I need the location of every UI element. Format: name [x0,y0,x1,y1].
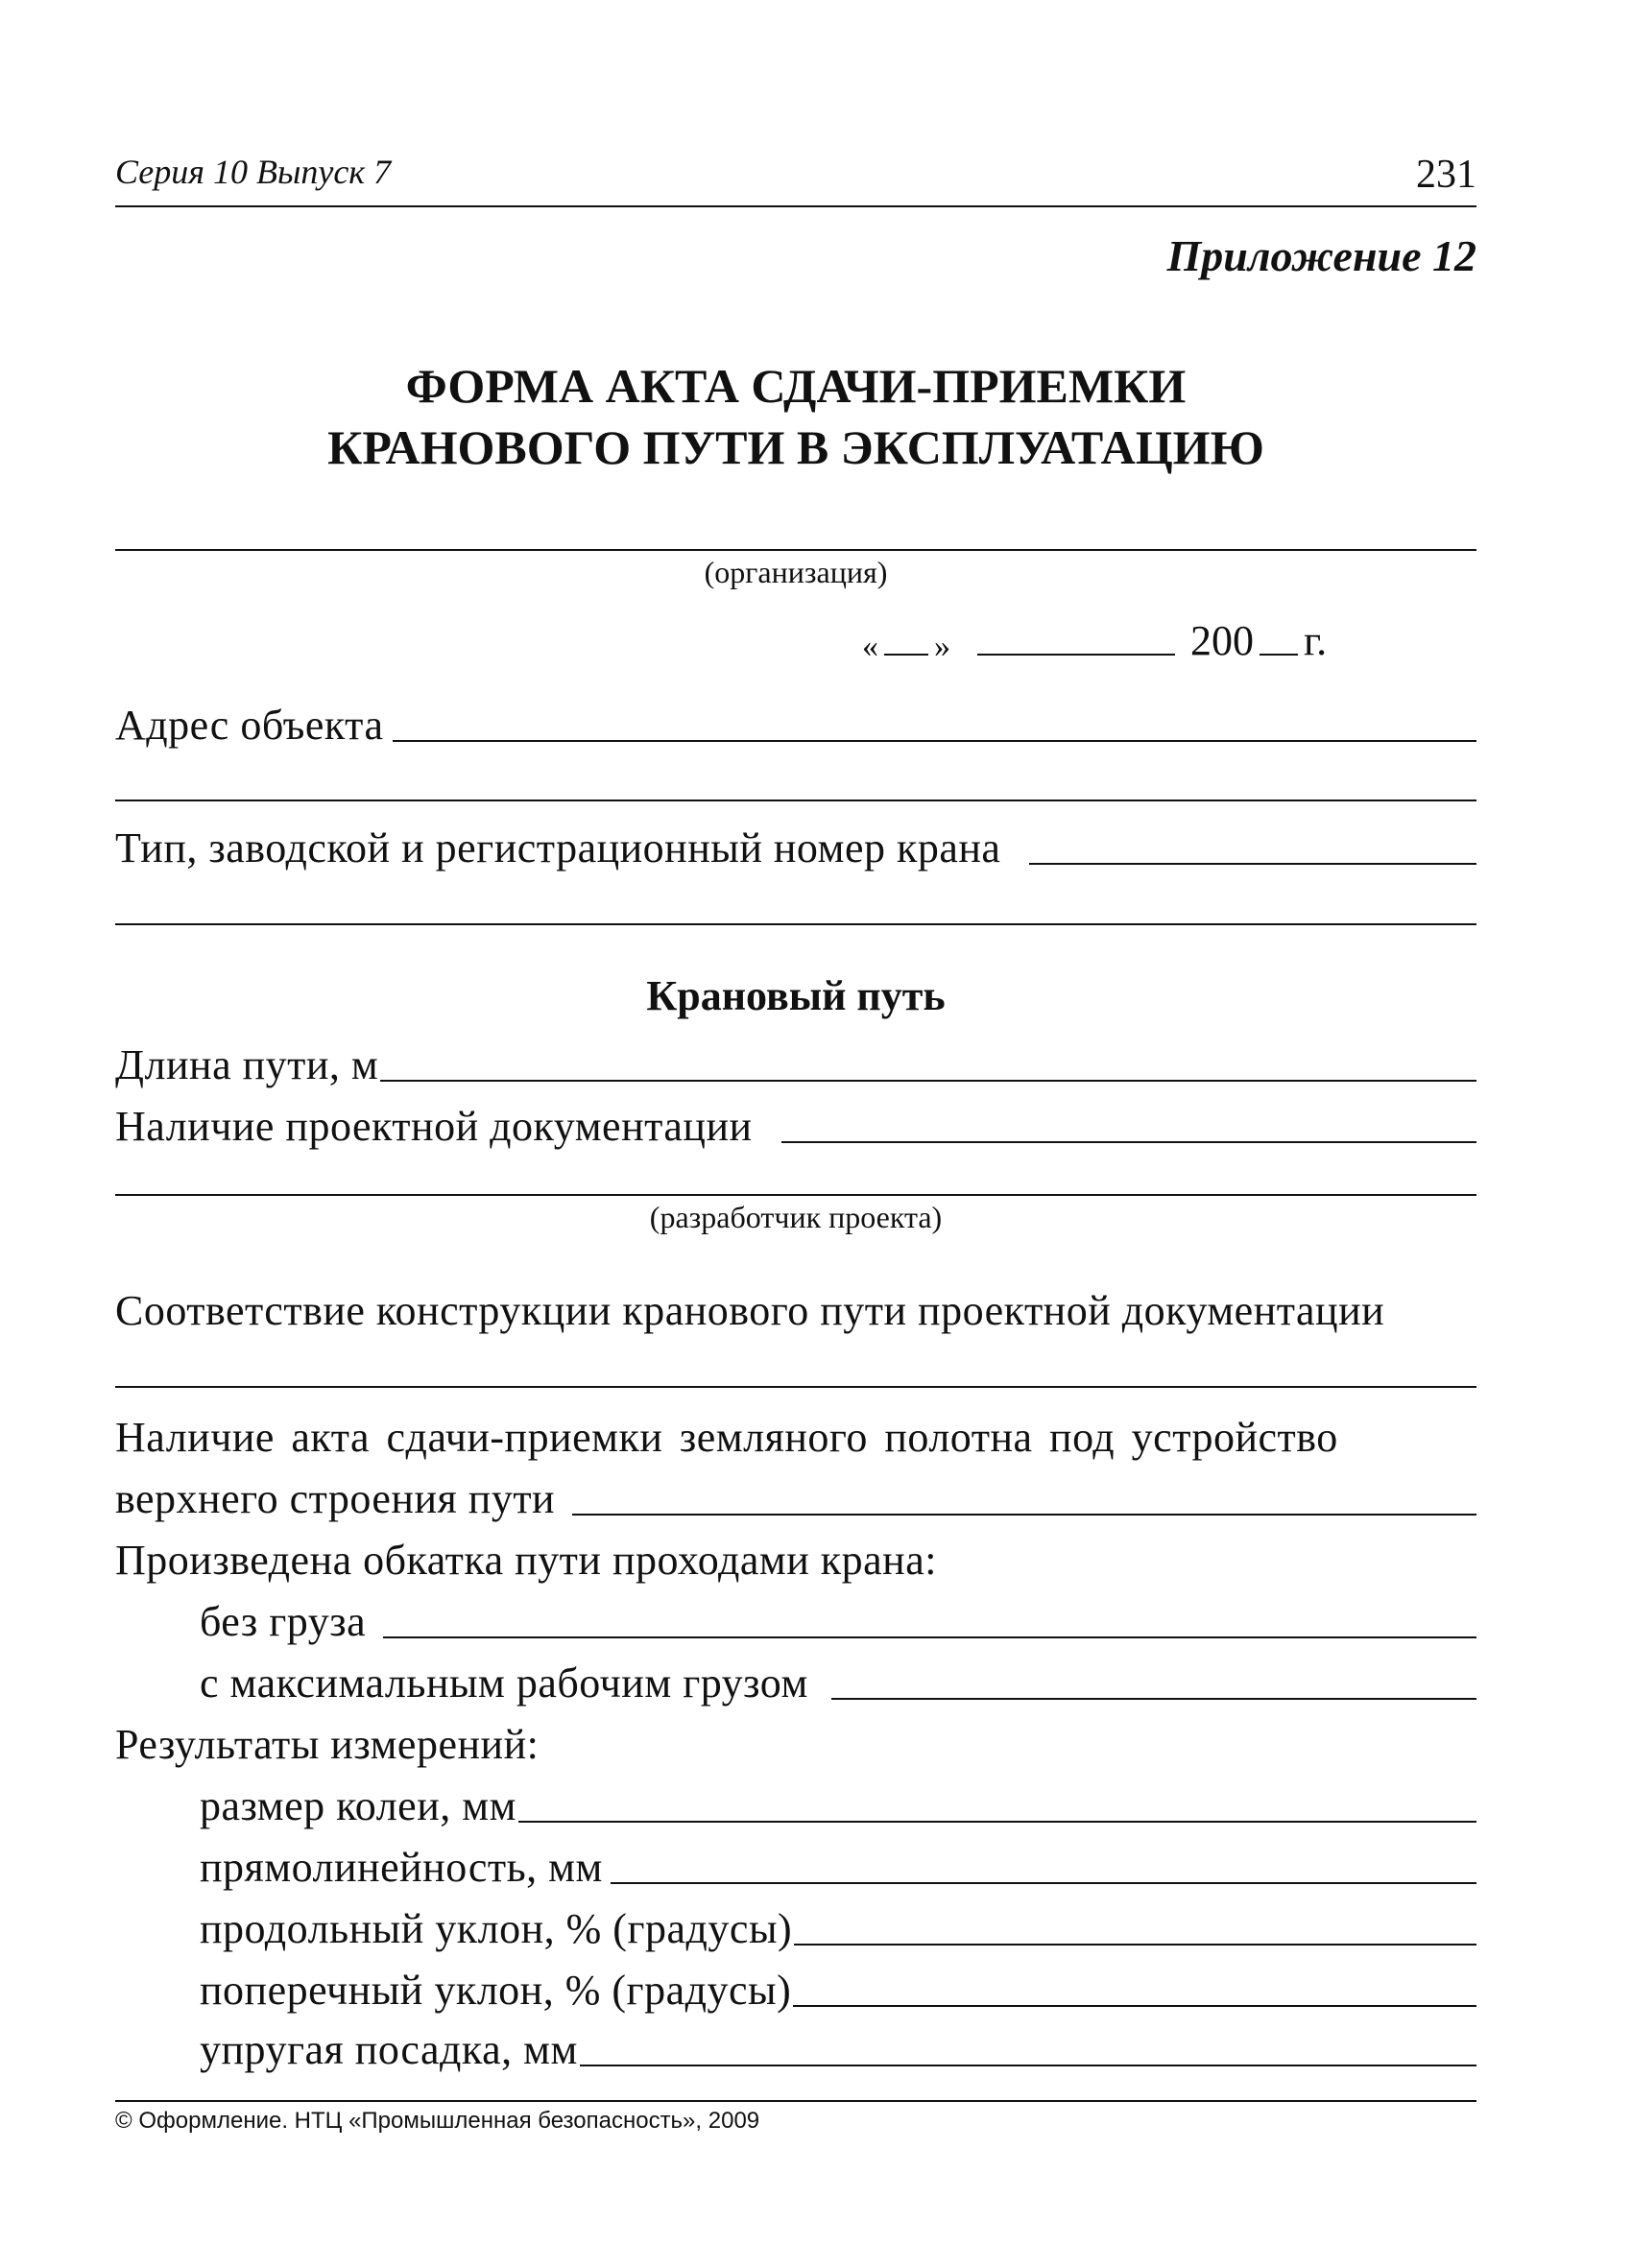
date-line [862,616,1327,665]
section-title-crane-track: Крановый путь [646,972,946,1019]
date-close-quote: » [934,629,950,664]
running-header-series: Серия 10 Выпуск 7 [115,153,392,191]
footer-copyright: © Оформление. НТЦ «Промышленная безопасность», 2009 [115,2108,760,2134]
date-open-quote: « [862,629,878,664]
long-slope-label: продольный уклон, % (градусы) [200,1905,793,1952]
project-docs-label: Наличие проектной документации [115,1103,753,1150]
crane-type-row [115,824,1476,872]
conformity-label: Соответствие конструкции кранового пути проектной документации [115,1287,1385,1334]
developer-line [115,1194,1476,1196]
form-title-line-1: ФОРМА АКТА СДАЧИ-ПРИЕМКИ [405,359,1187,413]
no-load-field [383,1636,1476,1638]
cross-slope-label: поперечный уклон, % (градусы) [200,1967,792,2014]
max-load-field [831,1698,1476,1700]
rolling-label: Произведена обкатка пути проходами крана: [115,1537,937,1584]
no-load-label: без груза [200,1598,367,1645]
long-slope-field [794,1944,1476,1946]
appendix-label: Приложение 12 [1166,231,1476,280]
act-field [572,1514,1476,1516]
crane-type-continuation-line [115,923,1476,925]
address-continuation-line [115,800,1476,801]
straightness-label: прямолинейность, мм [200,1844,603,1891]
organization-line [115,549,1476,551]
organization-caption: (организация) [704,555,888,589]
elastic-label: упругая посадка, мм [200,2026,578,2073]
crane-type-label: Тип, заводской и регистрационный номер крана [115,824,1001,871]
footer-rule [115,2100,1476,2102]
max-load-label: с максимальным рабочим грузом [200,1659,808,1707]
form-title [115,355,1476,478]
gauge-label: размер колеи, мм [200,1782,516,1829]
length-label: Длина пути, м [115,1041,379,1088]
long-slope-row [200,1904,1476,1953]
gauge-field [518,1821,1476,1823]
max-load-row [200,1659,1476,1707]
cross-slope-field [793,2005,1476,2007]
rolling-row [115,1536,1476,1585]
address-label: Адрес объекта [115,702,384,749]
act-row-2 [115,1474,1476,1523]
developer-caption: (разработчик проекта) [649,1200,943,1234]
no-load-row [200,1597,1476,1646]
day-blank [884,654,928,656]
length-row [115,1040,1476,1089]
year-prefix: 200 [1190,617,1254,664]
address-row [115,701,1476,750]
elastic-field [580,2065,1476,2066]
page-number: 231 [1416,153,1476,197]
straightness-field [611,1882,1476,1884]
project-docs-row [115,1102,1476,1151]
conformity-line [115,1386,1476,1388]
act-label-line-2: верхнего строения пути [115,1475,556,1522]
year-blank [1260,654,1298,656]
header-rule [115,205,1476,207]
project-docs-field [781,1141,1476,1143]
results-row [115,1720,1476,1769]
results-label: Результаты измерений: [115,1721,540,1768]
year-suffix: г. [1304,617,1328,664]
crane-type-field [1029,863,1476,865]
straightness-row [200,1843,1476,1892]
act-row-1 [115,1413,1476,1462]
gauge-row [200,1781,1476,1830]
address-field [393,740,1476,742]
month-blank [977,654,1175,656]
act-label-line-1: Наличие акта сдачи-приемки земляного полотна под устройство [115,1414,1338,1461]
form-title-line-2: КРАНОВОГО ПУТИ В ЭКСПЛУАТАЦИЮ [327,420,1264,474]
cross-slope-row [200,1966,1476,2015]
elastic-row [200,2025,1476,2074]
length-field [380,1080,1476,1082]
conformity-row [115,1286,1476,1335]
